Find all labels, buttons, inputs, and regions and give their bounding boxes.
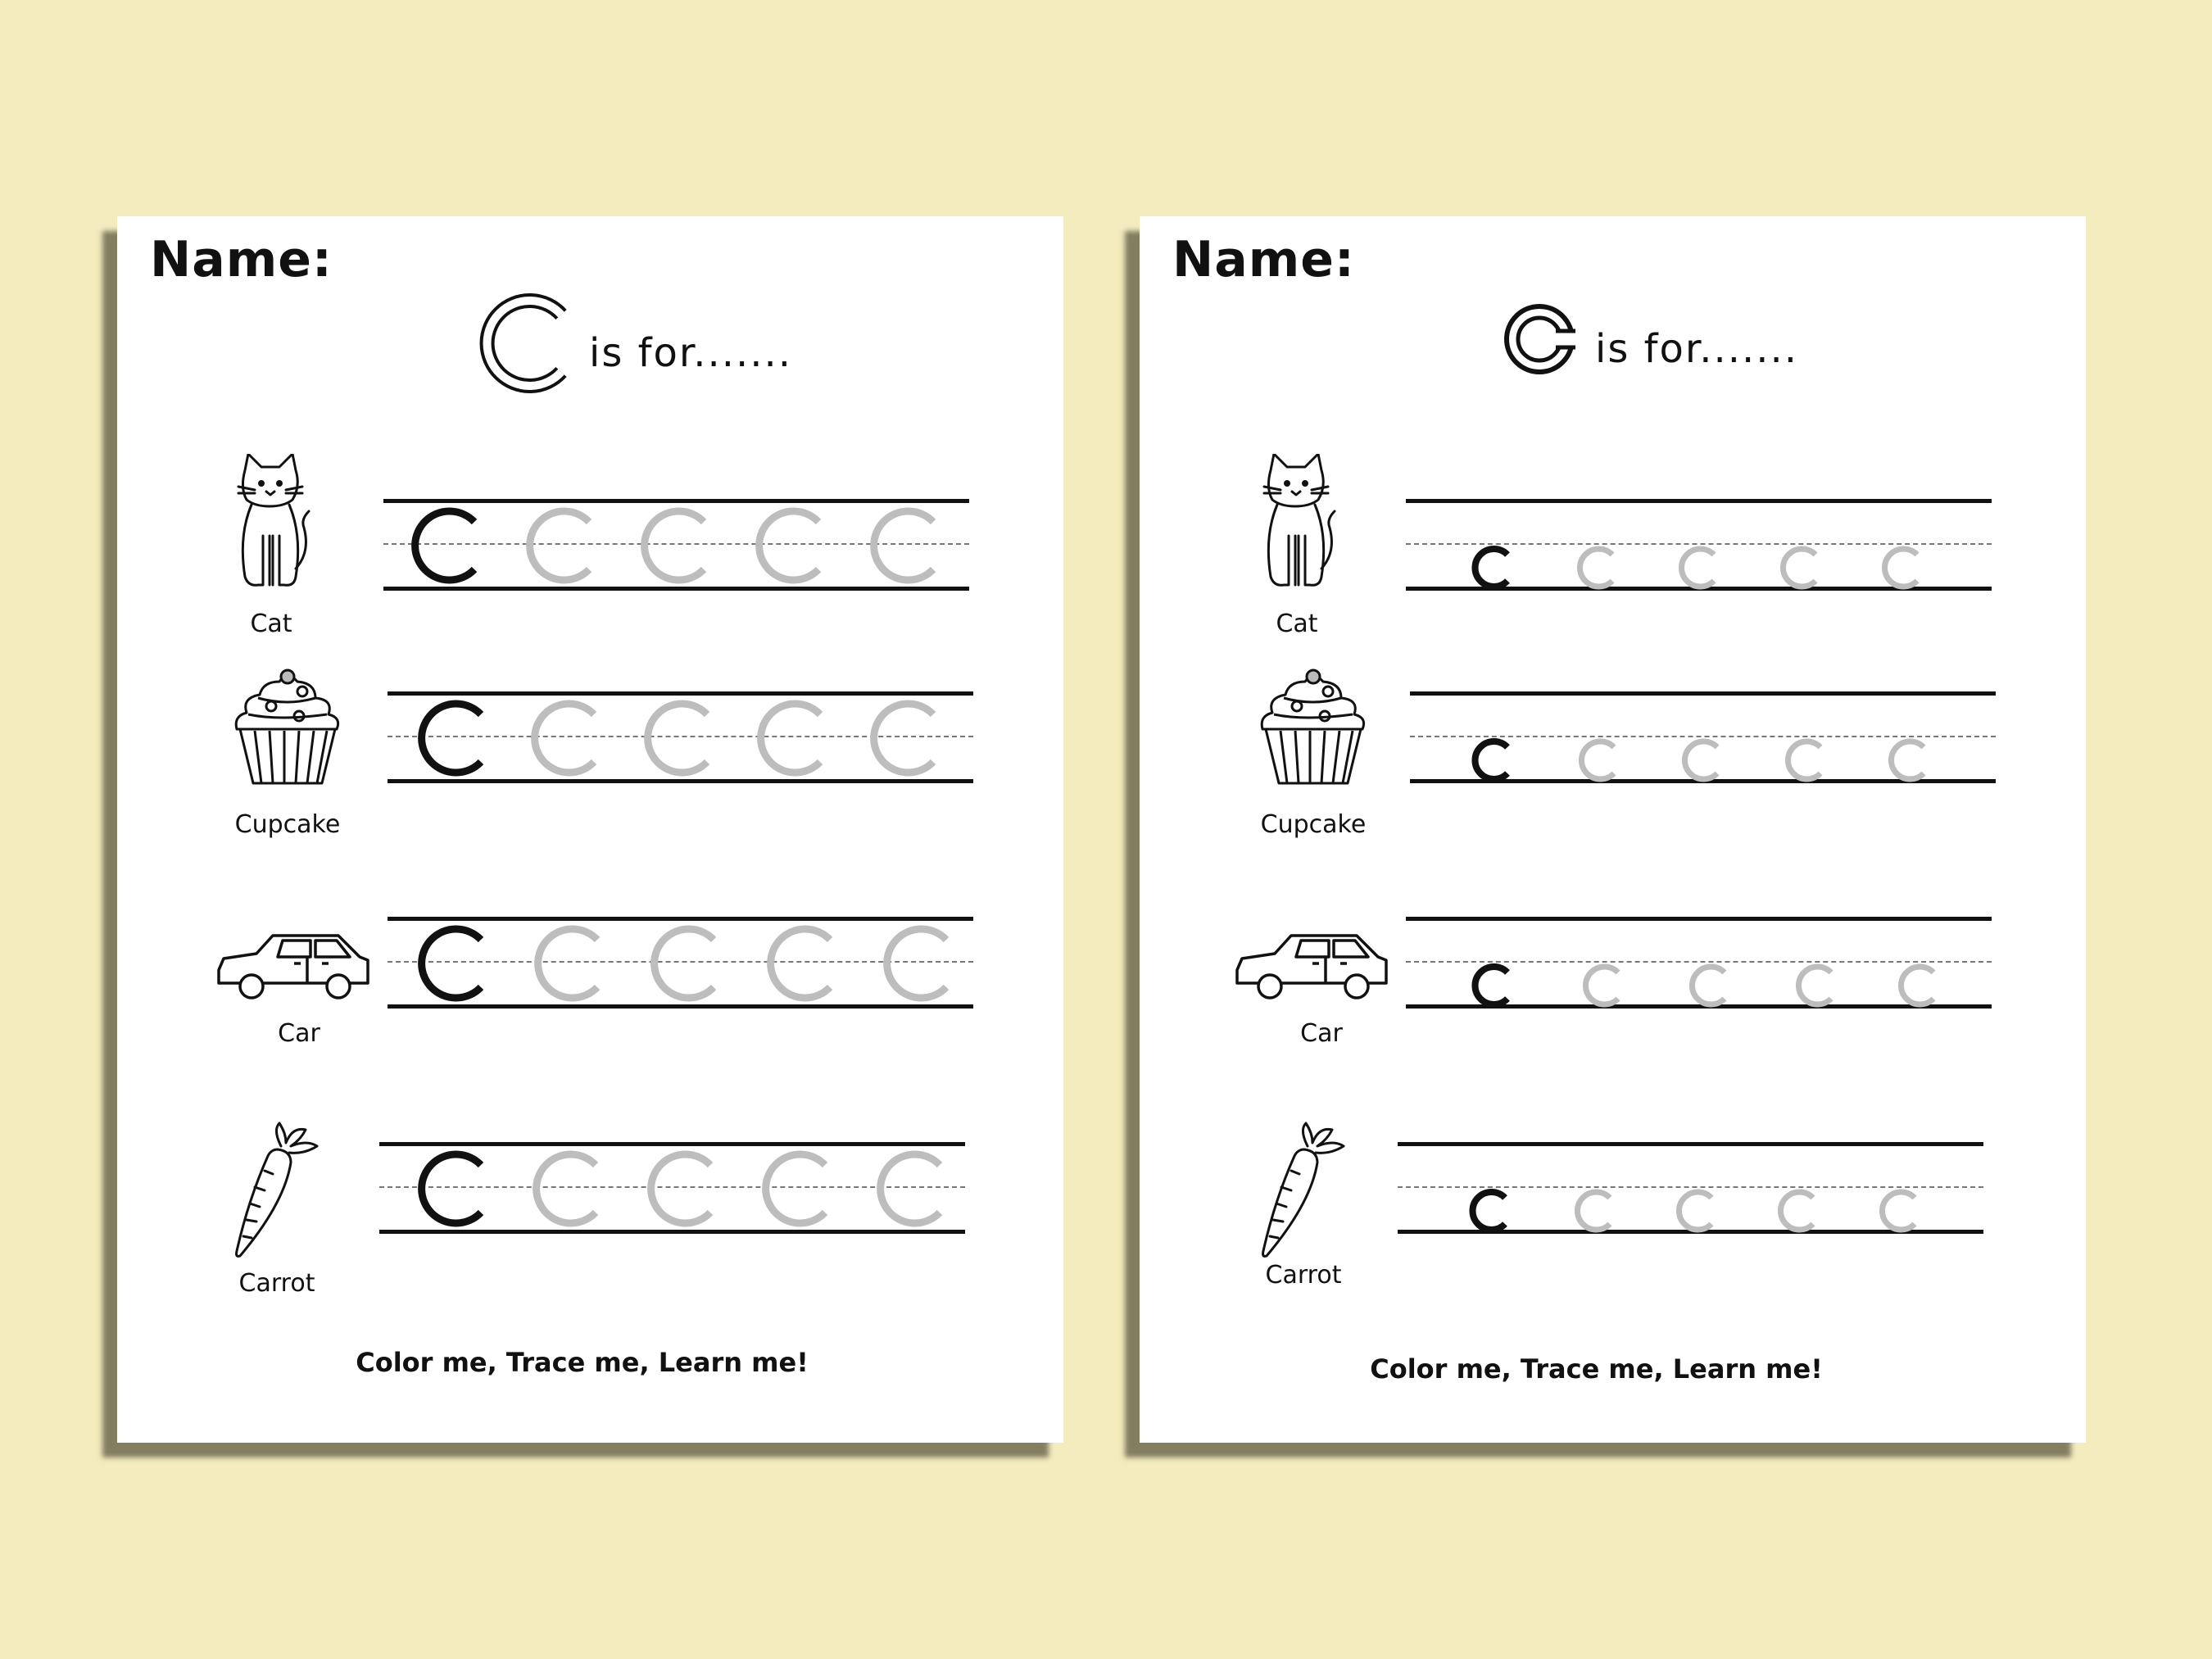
letter-row — [1463, 499, 1955, 591]
heading — [469, 290, 792, 397]
trace-letter — [537, 1154, 596, 1223]
cupcake-icon — [230, 667, 345, 790]
trace-letter — [1780, 1192, 1813, 1230]
trace-letter — [1577, 1192, 1610, 1230]
row-label-cupcake: Cupcake — [1260, 810, 1367, 839]
heading-text: is for....... — [589, 330, 792, 376]
trace-letter — [1684, 741, 1717, 779]
solid-letter — [1472, 1192, 1505, 1230]
trace-letter — [874, 511, 933, 580]
heading — [1500, 298, 1798, 380]
row-car — [117, 888, 1063, 1060]
row-cat — [117, 446, 1063, 638]
row-cupcake — [1140, 659, 2086, 839]
trace-letter — [771, 929, 830, 998]
solid-letter — [422, 704, 481, 773]
letter-row — [410, 1142, 984, 1234]
solid-letter — [422, 1154, 481, 1223]
trace-letter — [874, 704, 933, 773]
car-icon — [1234, 929, 1389, 1003]
solid-letter — [1475, 741, 1507, 779]
trace-letter — [538, 929, 597, 998]
trace-letter — [1882, 1192, 1915, 1230]
trace-letter — [645, 511, 704, 580]
trace-letter — [881, 1154, 940, 1223]
trace-letter — [761, 704, 820, 773]
trace-letter — [1585, 967, 1618, 1004]
cat-icon — [230, 454, 312, 593]
row-label-car: Car — [1300, 1019, 1343, 1048]
trace-letter — [1783, 549, 1815, 587]
row-label-cat: Cat — [250, 610, 292, 638]
worksheet-uppercase — [117, 216, 1063, 1443]
trace-letter — [1798, 967, 1831, 1004]
name-label: Name: — [1172, 231, 1355, 288]
solid-letter — [1475, 967, 1507, 1004]
trace-letter — [1581, 741, 1614, 779]
trace-letter — [1901, 967, 1933, 1004]
outlined-letter-c-icon — [469, 290, 576, 397]
row-label-cat: Cat — [1276, 610, 1318, 638]
row-carrot — [1140, 1109, 2086, 1290]
row-label-car: Car — [278, 1019, 320, 1048]
trace-letter — [651, 1154, 710, 1223]
footer-slogan: Color me, Trace me, Learn me! — [356, 1347, 809, 1378]
trace-letter — [887, 929, 946, 998]
row-carrot — [117, 1109, 1063, 1298]
carrot-icon — [1258, 1122, 1349, 1261]
solid-letter — [415, 511, 474, 580]
letter-row — [1463, 691, 1955, 783]
cat-icon — [1256, 454, 1338, 593]
row-label-carrot: Carrot — [1265, 1261, 1342, 1290]
trace-letter — [1580, 549, 1612, 587]
name-label: Name: — [150, 231, 333, 288]
letter-row — [1463, 917, 1971, 1009]
row-cupcake — [117, 659, 1063, 839]
trace-letter — [1679, 1192, 1711, 1230]
trace-letter — [648, 704, 707, 773]
solid-letter — [422, 929, 481, 998]
trace-letter — [1891, 741, 1924, 779]
trace-letter — [1692, 967, 1725, 1004]
trace-letter — [766, 1154, 825, 1223]
letter-row — [404, 499, 977, 591]
solid-letter — [1475, 549, 1507, 587]
letter-row — [410, 917, 984, 1009]
cupcake-icon — [1256, 667, 1371, 790]
footer-slogan: Color me, Trace me, Learn me! — [1370, 1353, 1823, 1385]
trace-letter — [1681, 549, 1714, 587]
carrot-icon — [232, 1122, 322, 1261]
trace-letter — [1884, 549, 1917, 587]
trace-letter — [535, 704, 594, 773]
letter-row — [1461, 1142, 1952, 1234]
row-label-cupcake: Cupcake — [234, 810, 341, 839]
trace-letter — [530, 511, 589, 580]
worksheet-lowercase — [1140, 216, 2086, 1443]
letter-row — [410, 691, 984, 783]
outlined-letter-c-lowercase-icon — [1500, 298, 1582, 380]
trace-letter — [655, 929, 714, 998]
car-icon — [215, 929, 371, 1003]
trace-letter — [759, 511, 818, 580]
row-label-carrot: Carrot — [238, 1269, 315, 1298]
row-car — [1140, 888, 2086, 1060]
trace-letter — [1788, 741, 1820, 779]
row-cat — [1140, 446, 2086, 638]
heading-text: is for....... — [1595, 326, 1798, 372]
